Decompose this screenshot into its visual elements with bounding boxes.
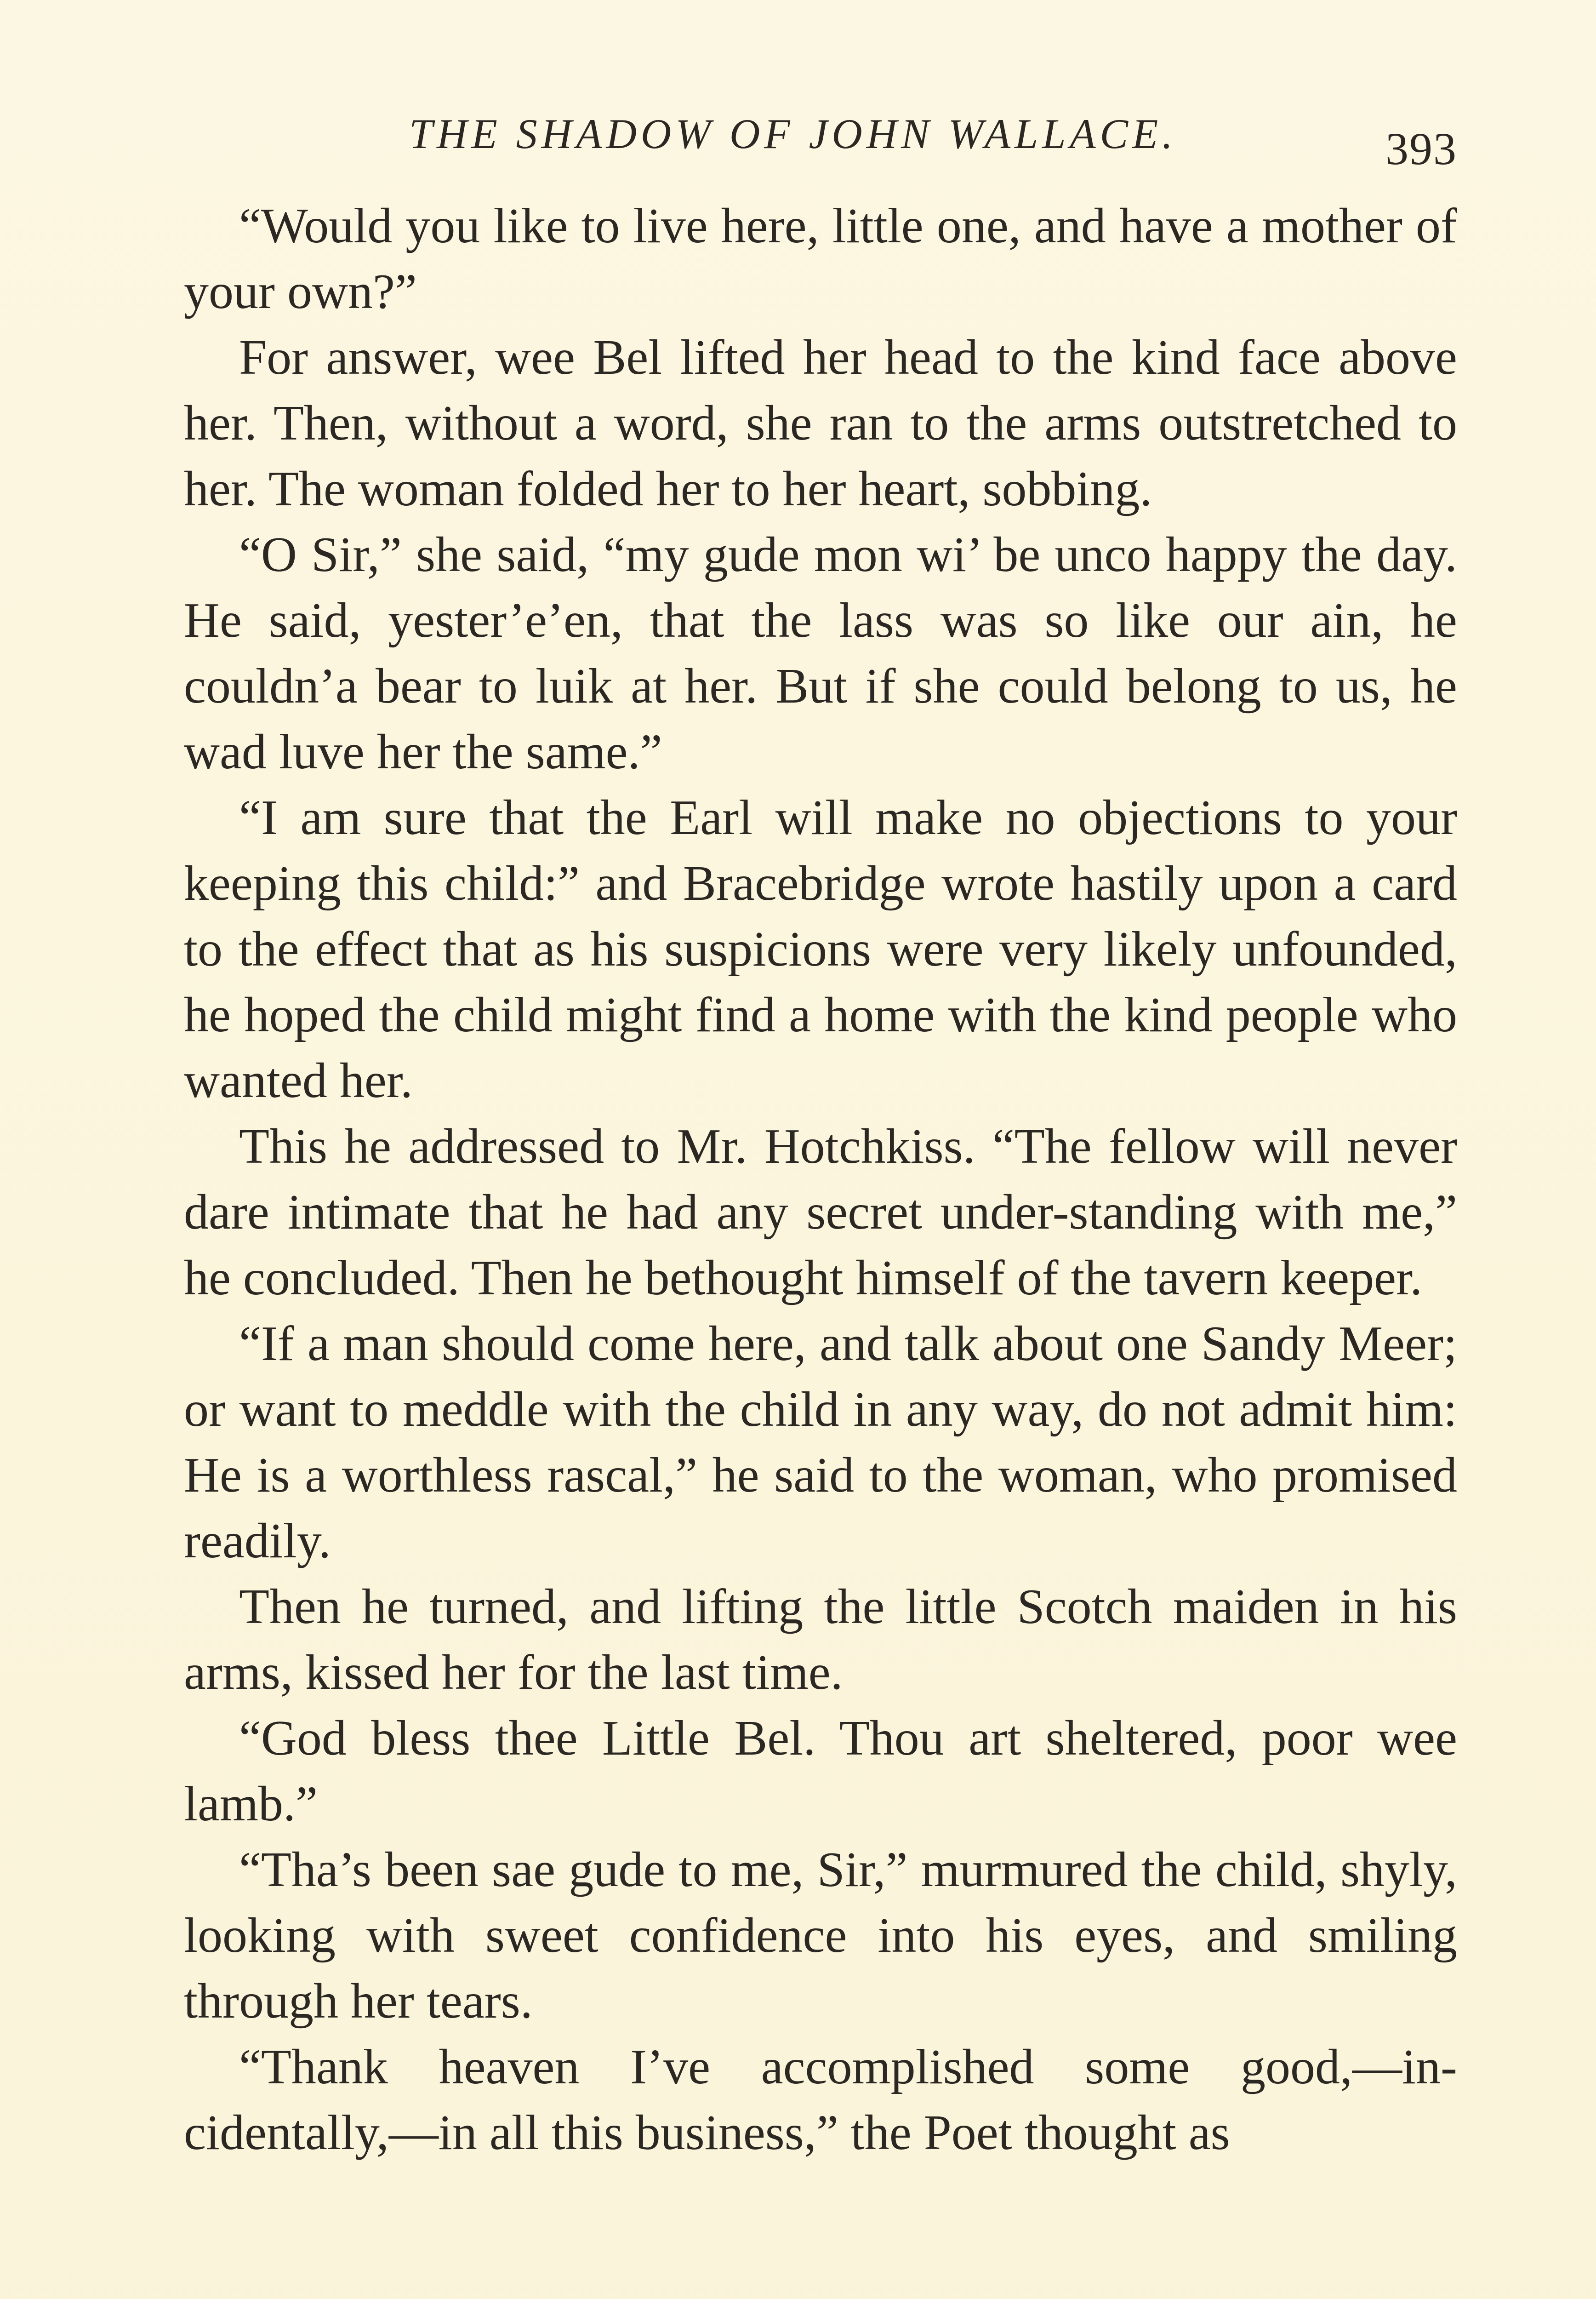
body-text <box>184 193 1457 2166</box>
paragraph: “God bless thee Little Bel. Thou art sheltered, poor wee lamb.” <box>184 1711 1457 1831</box>
paragraph: This he addressed to Mr. Hotchkiss. “The fellow will never dare intimate that he had any secret under-standing with me,” he concluded. Then he bethought himself of the tavern keeper. <box>184 1119 1457 1305</box>
page-number: 393 <box>1385 123 1457 174</box>
paragraph: “Tha’s been sae gude to me, Sir,” murmured the child, shyly, looking with sweet confidence into his eyes, and smiling through her tears. <box>184 1842 1457 2029</box>
paragraph: “I am sure that the Earl will make no objections to your keeping this child:” and Bracebridge wrote hastily upon a card to the effect that as his suspicions were very likely unfounded, he hoped the child might find a home with the kind people who wanted her. <box>184 790 1457 1108</box>
paragraph: For answer, wee Bel lifted her head to the kind face above her. Then, without a word, she ran to the arms outstretched to her. The woman folded her to her heart, sobbing. <box>184 330 1457 516</box>
paragraph: “Would you like to live here, little one, and have a mother of your own?” <box>184 199 1457 319</box>
paragraph: Then he turned, and lifting the little Scotch maiden in his arms, kissed her for the last time. <box>184 1579 1457 1700</box>
running-title: THE SHADOW OF JOHN WALLACE. <box>409 110 1177 157</box>
paragraph: “If a man should come here, and talk about one Sandy Meer; or want to meddle with the child in any way, do not admit him: He is a worthless rascal,” he said to the woman, who promised readily. <box>184 1316 1457 1568</box>
paragraph: “O Sir,” she said, “my gude mon wi’ be unco happy the day. He said, yester’e’en, that the lass was so like our ain, he couldn’a bear to luik at her. But if she could belong to us, he wad luve her the same.” <box>184 527 1457 779</box>
paragraph: “Thank heaven I’ve accomplished some good,—in-cidentally,—in all this business,” the Poet thought as <box>184 2040 1457 2160</box>
page-header <box>184 109 1457 178</box>
